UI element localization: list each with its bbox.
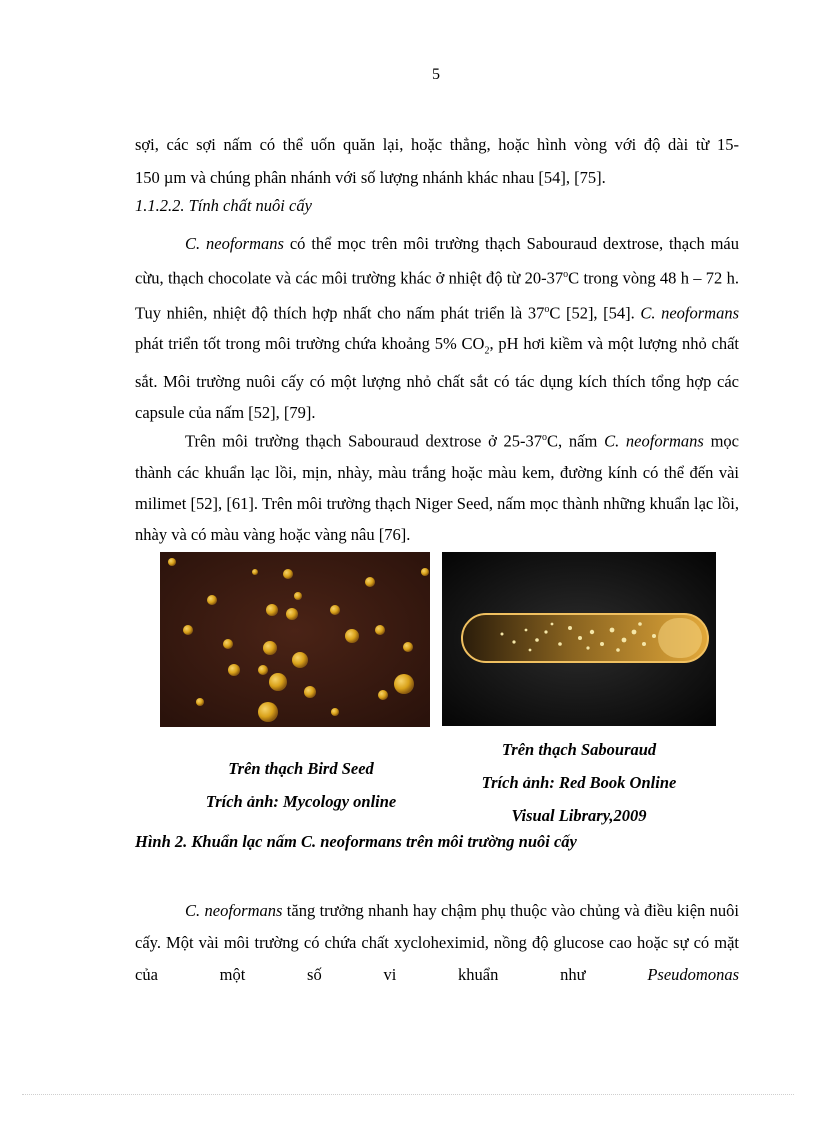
degree-mark: o: [563, 269, 569, 280]
degree-mark: o: [544, 303, 550, 315]
para4-text: tăng trưởng nhanh hay chậm phụ thuộc vào chủng và điều kiện nuôi cấy. Một vài môi trường có chứa chất xycloheximid, nồng độ glucose cao hoặc sự có mặt của một số vi khuẩn như: [135, 901, 740, 984]
left-caption-line-2: Trích ảnh: Mycology online: [205, 792, 397, 811]
left-figure-caption: [160, 752, 442, 818]
tube-illustration: [442, 552, 716, 726]
left-caption-line-1: Trên thạch Bird Seed: [228, 759, 374, 778]
genus-name: Pseudomonas: [647, 965, 739, 984]
paragraph-2: [135, 228, 739, 428]
para3-text-1: Trên môi trường thạch Sabouraud dextrose ở 25-37: [185, 431, 543, 451]
species-name: C. neoformans: [185, 901, 283, 920]
para1-line2: 150 µm và chúng phân nhánh với số lượng nhánh khác nhau [54], [75].: [135, 168, 606, 187]
para2-text-1: có thể mọc trên môi trường thạch Sabouraud dextrose, thạch máu cừu, thạch chocolate và các môi trường khác ở nhiệt độ từ 20-37: [135, 234, 740, 288]
bird-seed-plate-photo: [160, 552, 430, 727]
species-name: C. neoformans: [640, 303, 740, 322]
paragraph-1: [135, 128, 739, 194]
para2-text-2: C trong vòng 48 h – 72 h. Tuy nhiên, nhiệt độ thích hợp nhất cho nấm phát triển là 37: [135, 268, 739, 322]
right-caption-line-1: Trên thạch Sabouraud: [501, 740, 657, 759]
page-bottom-rule: [22, 1094, 794, 1095]
subscript-2: 2: [484, 345, 490, 357]
right-figure-caption: [442, 733, 716, 832]
para2-text-3: C [52], [54].: [549, 303, 641, 322]
para3-text-3: mọc thành các khuẩn lạc lồi, mịn, nhày, màu trắng hoặc màu kem, đường kính có thể đến vài milimet [52], [61]. Trên môi trường thạch Niger Seed, nấm mọc thành những khuẩn lạc lồi, nhày và có màu vàng hoặc vàng nâu [76].: [135, 431, 739, 544]
degree-mark: o: [542, 432, 548, 443]
figure-title: Hình 2. Khuẩn lạc nấm C. neoformans trên môi trường nuôi cấy: [135, 832, 577, 851]
species-name: C. neoformans: [604, 431, 704, 451]
paragraph-4: [135, 895, 739, 991]
paragraph-3: [135, 422, 739, 550]
species-name: C. neoformans: [185, 234, 284, 253]
page-number: 5: [432, 66, 440, 83]
right-caption-line-3: Visual Library,2009: [511, 806, 647, 825]
para1-line1: sợi, các sợi nấm có thể uốn quăn lại, hoặc thẳng, hoặc hình vòng với độ dài từ 15-: [135, 135, 739, 154]
para2-text-5: , pH hơi kiềm và một lượng nhỏ chất sắt. Môi trường nuôi cấy có một lượng nhỏ chất sắt có tác dụng kích thích tổng hợp các capsule của nấm [52], [79].: [135, 334, 739, 423]
right-caption-line-2: Trích ảnh: Red Book Online: [481, 773, 677, 792]
para2-text-4: phát triển tốt trong môi trường chứa khoảng 5% CO: [135, 334, 485, 353]
sabouraud-tube-photo: [442, 552, 716, 726]
para3-text-2: C, nấm: [547, 431, 605, 451]
section-heading: 1.1.2.2. Tính chất nuôi cấy: [135, 196, 312, 215]
plate-colonies-illustration: [160, 552, 430, 727]
